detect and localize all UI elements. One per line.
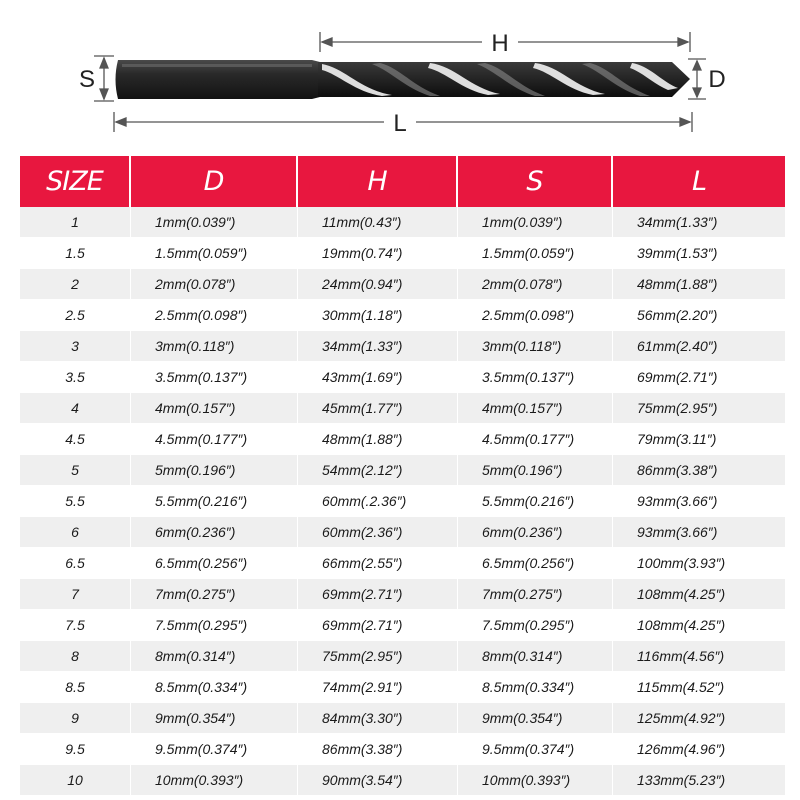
cell-s: 6.5mm(0.256″): [458, 548, 613, 579]
cell-s: 4.5mm(0.177″): [458, 424, 613, 455]
cell-s: 6mm(0.236″): [458, 517, 613, 548]
cell-h: 60mm(.2.36″): [298, 486, 458, 517]
cell-d: 7.5mm(0.295″): [131, 610, 298, 641]
cell-l: 115mm(4.52″): [613, 672, 785, 703]
cell-h: 84mm(3.30″): [298, 703, 458, 734]
header-size: SIZE: [20, 156, 131, 207]
cell-h: 43mm(1.69″): [298, 362, 458, 393]
cell-d: 5mm(0.196″): [131, 455, 298, 486]
header-s: S: [458, 156, 613, 207]
table-row: [20, 517, 785, 548]
cell-size: 4: [20, 393, 131, 424]
cell-s: 2.5mm(0.098″): [458, 300, 613, 331]
cell-s: 9mm(0.354″): [458, 703, 613, 734]
table-row: [20, 424, 785, 455]
table-body: [20, 207, 785, 796]
cell-d: 2mm(0.078″): [131, 269, 298, 300]
table-row: [20, 207, 785, 238]
cell-l: 56mm(2.20″): [613, 300, 785, 331]
cell-size: 1: [20, 207, 131, 238]
table-row: [20, 610, 785, 641]
cell-d: 6mm(0.236″): [131, 517, 298, 548]
cell-size: 8: [20, 641, 131, 672]
cell-size: 8.5: [20, 672, 131, 703]
cell-d: 8.5mm(0.334″): [131, 672, 298, 703]
cell-d: 4.5mm(0.177″): [131, 424, 298, 455]
cell-d: 4mm(0.157″): [131, 393, 298, 424]
header-d: D: [131, 156, 298, 207]
cell-h: 69mm(2.71″): [298, 579, 458, 610]
cell-s: 8mm(0.314″): [458, 641, 613, 672]
cell-h: 74mm(2.91″): [298, 672, 458, 703]
cell-size: 2.5: [20, 300, 131, 331]
cell-s: 4mm(0.157″): [458, 393, 613, 424]
cell-d: 7mm(0.275″): [131, 579, 298, 610]
cell-s: 10mm(0.393″): [458, 765, 613, 796]
cell-size: 5: [20, 455, 131, 486]
cell-d: 6.5mm(0.256″): [131, 548, 298, 579]
cell-l: 69mm(2.71″): [613, 362, 785, 393]
cell-h: 69mm(2.71″): [298, 610, 458, 641]
cell-size: 9: [20, 703, 131, 734]
cell-l: 86mm(3.38″): [613, 455, 785, 486]
cell-d: 5.5mm(0.216″): [131, 486, 298, 517]
cell-s: 2mm(0.078″): [458, 269, 613, 300]
cell-s: 1.5mm(0.059″): [458, 238, 613, 269]
cell-size: 1.5: [20, 238, 131, 269]
cell-size: 7.5: [20, 610, 131, 641]
cell-s: 8.5mm(0.334″): [458, 672, 613, 703]
drill-bit-diagram: [0, 0, 800, 150]
cell-h: 45mm(1.77″): [298, 393, 458, 424]
cell-l: 108mm(4.25″): [613, 579, 785, 610]
cell-l: 75mm(2.95″): [613, 393, 785, 424]
table-row: [20, 672, 785, 703]
cell-size: 7: [20, 579, 131, 610]
cell-s: 7mm(0.275″): [458, 579, 613, 610]
cell-size: 9.5: [20, 734, 131, 765]
table-header-row: [20, 156, 785, 207]
table-row: [20, 455, 785, 486]
cell-h: 60mm(2.36″): [298, 517, 458, 548]
table-row: [20, 703, 785, 734]
cell-l: 39mm(1.53″): [613, 238, 785, 269]
table-row: [20, 300, 785, 331]
cell-d: 3.5mm(0.137″): [131, 362, 298, 393]
cell-l: 125mm(4.92″): [613, 703, 785, 734]
cell-d: 3mm(0.118″): [131, 331, 298, 362]
cell-h: 48mm(1.88″): [298, 424, 458, 455]
cell-size: 6.5: [20, 548, 131, 579]
table-row: [20, 238, 785, 269]
cell-d: 9.5mm(0.374″): [131, 734, 298, 765]
cell-h: 24mm(0.94″): [298, 269, 458, 300]
cell-l: 79mm(3.11″): [613, 424, 785, 455]
d-dimension: [688, 59, 706, 99]
drill-bit: [116, 60, 691, 99]
cell-s: 5mm(0.196″): [458, 455, 613, 486]
cell-d: 1mm(0.039″): [131, 207, 298, 238]
cell-size: 4.5: [20, 424, 131, 455]
cell-l: 93mm(3.66″): [613, 517, 785, 548]
cell-h: 34mm(1.33″): [298, 331, 458, 362]
cell-s: 5.5mm(0.216″): [458, 486, 613, 517]
cell-s: 3mm(0.118″): [458, 331, 613, 362]
table-row: [20, 641, 785, 672]
cell-size: 10: [20, 765, 131, 796]
s-dimension-label: S: [78, 66, 96, 93]
d-dimension-label: D: [708, 66, 726, 93]
cell-size: 3: [20, 331, 131, 362]
cell-h: 86mm(3.38″): [298, 734, 458, 765]
table-row: [20, 269, 785, 300]
cell-h: 75mm(2.95″): [298, 641, 458, 672]
cell-d: 9mm(0.354″): [131, 703, 298, 734]
table-row: [20, 579, 785, 610]
drill-size-table: [20, 156, 785, 796]
cell-h: 11mm(0.43″): [298, 207, 458, 238]
cell-h: 90mm(3.54″): [298, 765, 458, 796]
cell-s: 7.5mm(0.295″): [458, 610, 613, 641]
cell-l: 61mm(2.40″): [613, 331, 785, 362]
cell-l: 133mm(5.23″): [613, 765, 785, 796]
h-dimension-label: H: [491, 30, 509, 57]
cell-h: 54mm(2.12″): [298, 455, 458, 486]
cell-h: 19mm(0.74″): [298, 238, 458, 269]
cell-l: 93mm(3.66″): [613, 486, 785, 517]
header-l: L: [613, 156, 785, 207]
cell-s: 3.5mm(0.137″): [458, 362, 613, 393]
cell-d: 2.5mm(0.098″): [131, 300, 298, 331]
table-row: [20, 734, 785, 765]
cell-d: 10mm(0.393″): [131, 765, 298, 796]
cell-h: 66mm(2.55″): [298, 548, 458, 579]
cell-l: 126mm(4.96″): [613, 734, 785, 765]
cell-l: 100mm(3.93″): [613, 548, 785, 579]
cell-s: 1mm(0.039″): [458, 207, 613, 238]
table-row: [20, 393, 785, 424]
cell-size: 5.5: [20, 486, 131, 517]
header-h: H: [298, 156, 458, 207]
cell-size: 3.5: [20, 362, 131, 393]
s-dimension: [94, 56, 114, 101]
table-row: [20, 486, 785, 517]
cell-h: 30mm(1.18″): [298, 300, 458, 331]
cell-d: 8mm(0.314″): [131, 641, 298, 672]
cell-l: 48mm(1.88″): [613, 269, 785, 300]
cell-l: 108mm(4.25″): [613, 610, 785, 641]
cell-size: 2: [20, 269, 131, 300]
cell-l: 34mm(1.33″): [613, 207, 785, 238]
cell-l: 116mm(4.56″): [613, 641, 785, 672]
table-row: [20, 362, 785, 393]
l-dimension-label: L: [393, 110, 407, 137]
table-row: [20, 331, 785, 362]
cell-d: 1.5mm(0.059″): [131, 238, 298, 269]
cell-size: 6: [20, 517, 131, 548]
table-row: [20, 765, 785, 796]
cell-s: 9.5mm(0.374″): [458, 734, 613, 765]
table-row: [20, 548, 785, 579]
